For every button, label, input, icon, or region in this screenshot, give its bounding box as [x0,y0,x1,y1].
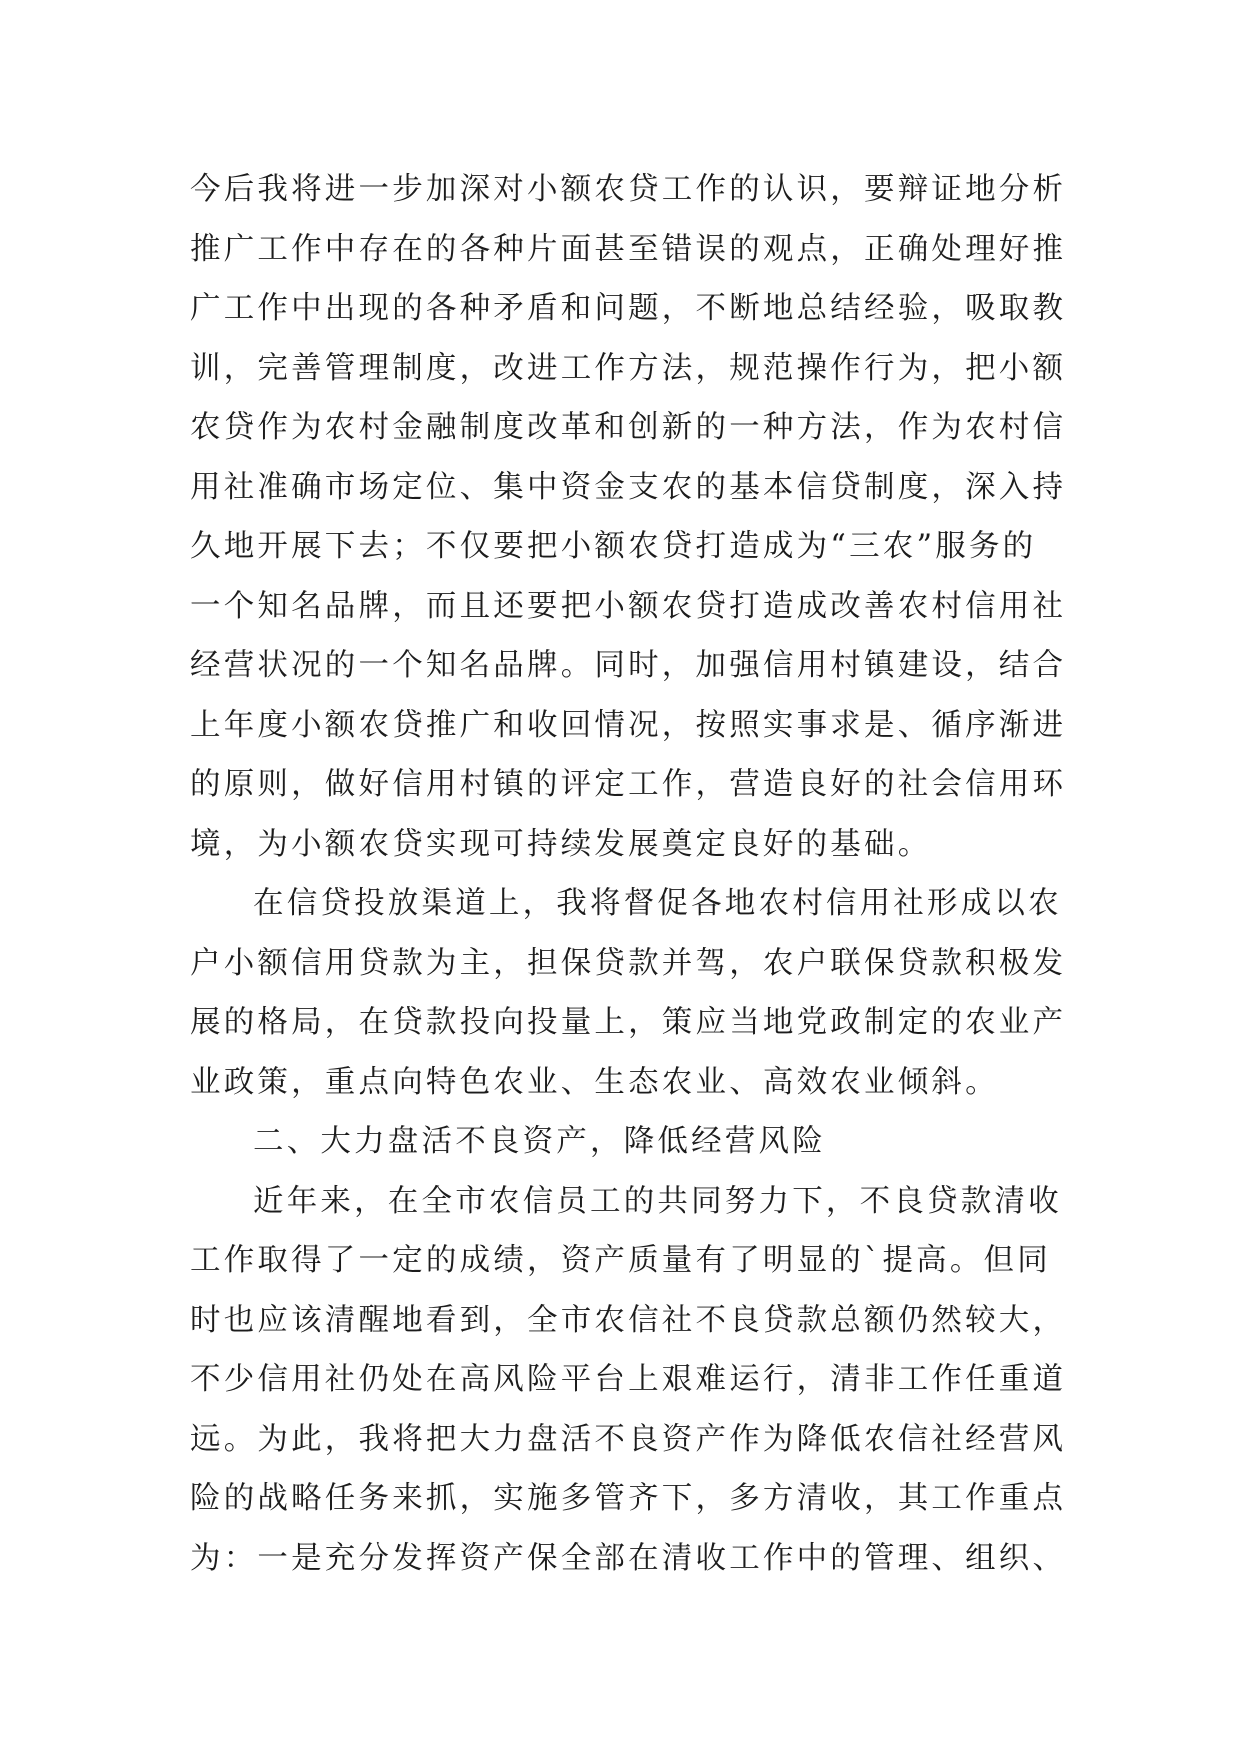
text-line: 为：一是充分发挥资产保全部在清收工作中的管理、组织、 [190,1540,1067,1576]
text-line: 户小额信用贷款为主，担保贷款并驾，农户联保贷款积极发 [190,945,1067,981]
text-line: 久地开展下去；不仅要把小额农贷打造成为“三农”服务的 [190,529,1037,564]
text-line: 险的战略任务来抓，实施多管齐下，多方清收，其工作重点 [190,1481,1067,1516]
text-line: 经营状况的一个知名品牌。同时，加强信用村镇建设，结合 [190,648,1067,683]
text-line: 训，完善管理制度，改进工作方法，规范操作行为，把小额 [190,350,1067,386]
text-line: 今后我将进一步加深对小额农贷工作的认识，要辩证地分析 [190,172,1067,207]
text-line: 推广工作中存在的各种片面甚至错误的观点，正确处理好推 [190,231,1067,267]
text-line: 时也应该清醒地看到，全市农信社不良贷款总额仍然较大， [190,1302,1067,1338]
paragraph-first-line: 在信贷投放渠道上，我将督促各地农村信用社形成以农 [253,886,1062,921]
text-line: 业政策，重点向特色农业、生态农业、高效农业倾斜。 [190,1064,999,1100]
text-line: 工作取得了一定的成绩，资产质量有了明显的`提高。但同 [190,1243,1051,1278]
text-line: 上年度小额农贷推广和收回情况，按照实事求是、循序渐进 [190,707,1067,743]
text-line: 境，为小额农贷实现可持续发展奠定良好的基础。 [190,826,932,862]
text-line: 用社准确市场定位、集中资金支农的基本信贷制度，深入持 [190,469,1067,505]
text-line: 一个知名品牌，而且还要把小额农贷打造成改善农村信用社 [190,588,1067,624]
text-line: 农贷作为农村金融制度改革和创新的一种方法，作为农村信 [190,410,1067,445]
text-line: 广工作中出现的各种矛盾和问题，不断地总结经验，吸取教 [190,291,1067,326]
section-heading: 二、大力盘活不良资产，降低经营风险 [253,1124,826,1159]
text-line: 的原则，做好信用村镇的评定工作，营造良好的社会信用环 [190,767,1067,802]
text-line: 远。为此，我将把大力盘活不良资产作为降低农信社经营风 [190,1421,1067,1457]
text-line: 不少信用社仍处在高风险平台上艰难运行，清非工作任重道 [190,1362,1067,1397]
paragraph-first-line: 近年来，在全市农信员工的共同努力下，不良贷款清收 [253,1183,1062,1219]
text-line: 展的格局，在贷款投向投量上，策应当地党政制定的农业产 [190,1005,1067,1040]
document-body [190,160,1070,1588]
